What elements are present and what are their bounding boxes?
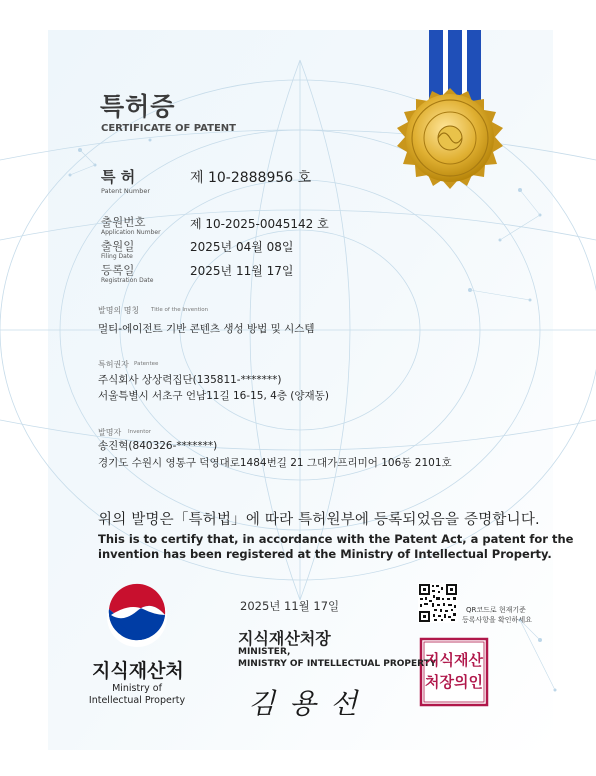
application-number-label: 출원번호 bbox=[101, 215, 146, 229]
registration-date: 2025년 11월 17일 bbox=[190, 264, 294, 278]
invention-title-label: 발명의 명칭 bbox=[98, 306, 140, 315]
patent-number: 제 10-2888956 호 bbox=[190, 170, 312, 186]
signature: 김용선 bbox=[248, 687, 372, 720]
qr-note-line1: QR코드로 현재기준 bbox=[466, 606, 526, 614]
issue-date: 2025년 11월 17일 bbox=[240, 599, 340, 613]
organization-name-en-line2: Intellectual Property bbox=[88, 695, 186, 706]
filing-date-label: 출원일 bbox=[101, 239, 135, 253]
application-number: 제 10-2025-0045142 호 bbox=[190, 217, 329, 231]
qr-note-line2: 등록사항을 확인하세요 bbox=[462, 616, 532, 624]
registration-date-label-en: Registration Date bbox=[101, 277, 154, 284]
inventor-label: 발명자 bbox=[98, 428, 122, 437]
seal-text-line1: 지식재산 bbox=[425, 651, 483, 669]
invention-title: 멀티-에이전트 기반 콘텐츠 생성 방법 및 시스템 bbox=[98, 323, 315, 335]
certificate-subtitle: CERTIFICATE OF PATENT bbox=[101, 123, 236, 134]
minister-line2: MINISTRY OF INTELLECTUAL PROPERTY bbox=[238, 659, 437, 669]
inventor-label-en: Inventor bbox=[128, 429, 152, 435]
organization-name-en-line1: Ministry of bbox=[112, 683, 162, 694]
certification-statement-ko: 위의 발명은「특허법」에 따라 특허원부에 등록되었음을 증명합니다. bbox=[98, 512, 540, 528]
registration-date-label: 등록일 bbox=[101, 263, 135, 277]
seal-text-line2: 처장의인 bbox=[425, 673, 483, 691]
inventor-address: 경기도 수원시 영통구 덕영대로1484번길 21 그대가프리미어 106동 2101호 bbox=[98, 457, 452, 469]
qr-code[interactable] bbox=[418, 583, 458, 623]
application-number-label-en: Application Number bbox=[101, 229, 161, 236]
certificate-title: 특허증 bbox=[100, 92, 176, 121]
patentee-address: 서울특별시 서초구 언남11길 16-15, 4층 (양재동) bbox=[98, 390, 329, 402]
filing-date-label-en: Filing Date bbox=[101, 253, 133, 260]
patentee-label-en: Patentee bbox=[134, 361, 159, 367]
invention-title-label-en: Title of the Invention bbox=[151, 307, 209, 313]
organization-name: 지식재산처 bbox=[92, 660, 184, 682]
minister-line1: MINISTER, bbox=[238, 647, 291, 657]
patentee-label: 특허권자 bbox=[98, 360, 129, 369]
government-emblem-icon bbox=[107, 584, 167, 647]
patent-label-en: Patent Number bbox=[101, 187, 151, 195]
inventor-name: 송진혁(840326-*******) bbox=[98, 440, 218, 452]
patent-label: 특 허 bbox=[101, 168, 136, 186]
filing-date: 2025년 04월 08일 bbox=[190, 240, 294, 254]
office-title: 지식재산처장 bbox=[238, 629, 331, 648]
patentee-name: 주식회사 상상력집단(135811-*******) bbox=[98, 374, 282, 386]
certification-statement-en-line2: invention has been registered at the Ministry of Intellectual Property. bbox=[98, 547, 552, 561]
certification-statement-en-line1: This is to certify that, in accordance with the Patent Act, a patent for the bbox=[98, 532, 574, 546]
